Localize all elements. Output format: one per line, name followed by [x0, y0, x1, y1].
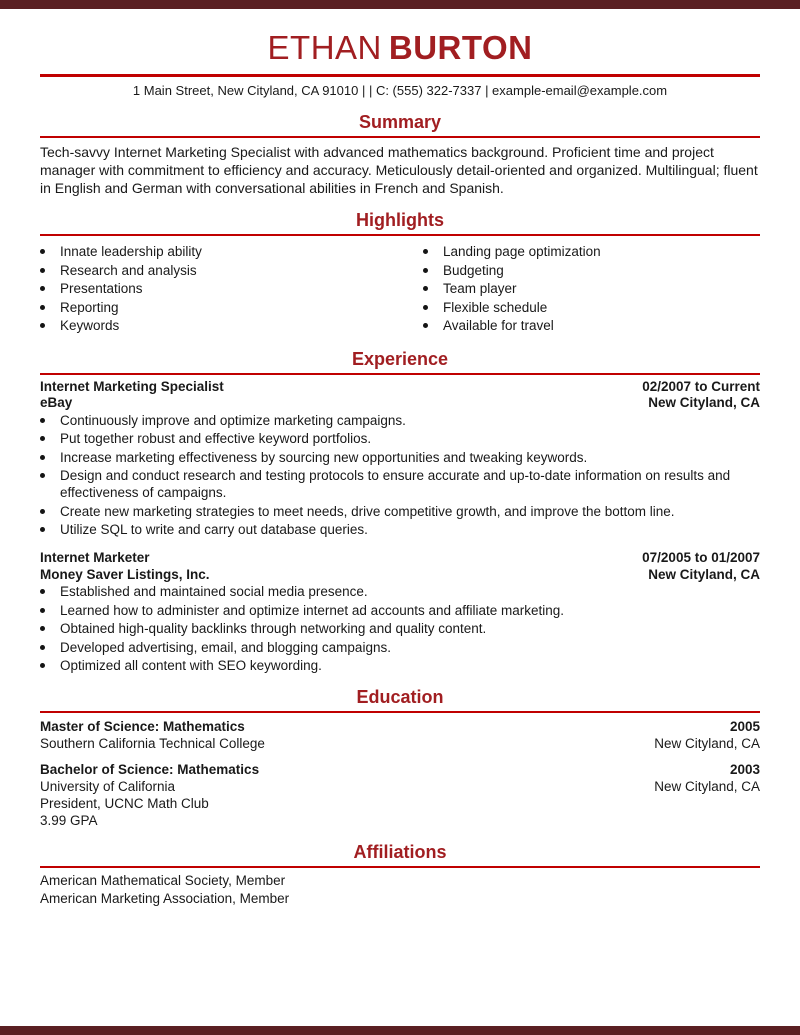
- top-accent-bar: [0, 0, 800, 9]
- highlight-label: Innate leadership ability: [60, 244, 202, 259]
- education-degree-row: [40, 761, 760, 778]
- education-year: 2003: [729, 762, 760, 777]
- job-bullet: [40, 639, 760, 656]
- job-bullet-list: [40, 412, 760, 539]
- highlight-item: [40, 299, 423, 316]
- highlight-item: [40, 243, 423, 260]
- name-title: [40, 30, 760, 66]
- education-school: University of California: [40, 779, 176, 794]
- highlight-item: [423, 299, 760, 316]
- job-bullet: [40, 657, 760, 674]
- bullet-icon: [40, 436, 45, 441]
- bottom-accent-bar: [0, 1026, 800, 1035]
- summary-heading: Summary: [40, 112, 760, 138]
- highlight-label: Landing page optimization: [443, 244, 601, 259]
- contact-line: 1 Main Street, New Cityland, CA 91010 | | C: (555) 322-7337 | example-email@example.com: [132, 83, 668, 98]
- bullet-icon: [40, 527, 45, 532]
- highlight-item: [423, 243, 760, 260]
- job-entry: [40, 550, 760, 674]
- job-bullet-text: Continuously improve and optimize marketing campaigns.: [60, 412, 406, 428]
- bullet-icon: [40, 268, 45, 273]
- job-location: New Cityland, CA: [648, 566, 760, 582]
- bullet-icon: [40, 418, 45, 423]
- education-heading: Education: [40, 687, 760, 713]
- bullet-icon: [40, 323, 45, 328]
- education-extra-line: President, UCNC Math Club: [40, 796, 209, 811]
- highlight-item: [40, 280, 423, 297]
- bullet-icon: [40, 509, 45, 514]
- highlight-item: [423, 262, 760, 279]
- education-list: [40, 718, 760, 829]
- job-bullet: [40, 430, 760, 447]
- affiliation-item: American Mathematical Society, Member: [40, 873, 286, 888]
- bullet-icon: [40, 589, 45, 594]
- job-company: Money Saver Listings, Inc.: [40, 566, 210, 582]
- highlight-label: Budgeting: [443, 262, 504, 278]
- education-school-row: [40, 735, 760, 752]
- highlight-label: Available for travel: [443, 318, 554, 333]
- education-extras: [40, 795, 760, 829]
- highlight-item: [423, 317, 760, 334]
- section-highlights: [40, 210, 760, 336]
- highlights-left-list: [40, 243, 423, 336]
- job-bullet-text: Increase marketing effectiveness by sourcing new opportunities and tweaking keywords.: [60, 449, 588, 465]
- first-name: ETHAN: [267, 29, 382, 66]
- job-company-row: [40, 395, 760, 412]
- job-bullet-text: Learned how to administer and optimize internet ad accounts and affiliate marketing.: [60, 602, 565, 618]
- job-bullet-list: [40, 583, 760, 674]
- education-school: Southern California Technical College: [40, 736, 265, 751]
- education-location: New Cityland, CA: [654, 779, 760, 794]
- job-title: Internet Marketing Specialist: [40, 378, 224, 394]
- section-education: [40, 687, 760, 829]
- bullet-icon: [423, 323, 428, 328]
- highlight-label: Presentations: [60, 281, 143, 296]
- education-year: 2005: [729, 719, 760, 734]
- bullet-icon: [423, 249, 428, 254]
- job-bullet: [40, 412, 760, 429]
- job-list: [40, 379, 760, 675]
- bullet-icon: [40, 645, 45, 650]
- highlight-label: Reporting: [60, 299, 119, 315]
- job-bullet-text: Create new marketing strategies to meet needs, drive competitive growth, and improve the bottom line.: [60, 503, 675, 519]
- highlight-label: Team player: [443, 281, 517, 296]
- job-company-row: [40, 567, 760, 584]
- bullet-icon: [40, 249, 45, 254]
- section-experience: [40, 349, 760, 675]
- education-school-row: [40, 778, 760, 795]
- job-bullet: [40, 449, 760, 466]
- highlights-heading: Highlights: [40, 210, 760, 236]
- job-bullet: [40, 467, 760, 501]
- highlights-columns: [40, 243, 760, 336]
- highlight-label: Keywords: [60, 318, 120, 333]
- resume-body: [40, 112, 760, 908]
- job-bullet-text: Developed advertising, email, and blogging campaigns.: [60, 639, 391, 655]
- section-summary: [40, 112, 760, 197]
- bullet-icon: [40, 663, 45, 668]
- bullet-icon: [423, 268, 428, 273]
- job-title-row: [40, 379, 760, 396]
- bullet-icon: [40, 608, 45, 613]
- bullet-icon: [40, 286, 45, 291]
- job-title: Internet Marketer: [40, 550, 150, 565]
- highlight-item: [40, 317, 423, 334]
- job-bullet: [40, 521, 760, 538]
- bullet-icon: [40, 455, 45, 460]
- education-degree: Bachelor of Science: Mathematics: [40, 762, 260, 777]
- education-extra-line: 3.99 GPA: [40, 813, 98, 828]
- job-location: New Cityland, CA: [648, 395, 760, 410]
- affiliations-heading: Affiliations: [40, 842, 760, 868]
- job-bullet-text: Design and conduct research and testing protocols to ensure accurate and up-to-date information on results and effectiveness of campaigns.: [60, 468, 731, 500]
- job-company: eBay: [40, 395, 73, 410]
- bullet-icon: [423, 286, 428, 291]
- education-degree-row: [40, 718, 760, 735]
- job-bullet-text: Utilize SQL to write and carry out database queries.: [60, 522, 368, 537]
- header-rule: [40, 74, 760, 77]
- last-name: BURTON: [388, 29, 533, 66]
- highlight-label: Flexible schedule: [443, 299, 548, 315]
- job-bullet: [40, 620, 760, 637]
- highlights-right-list: [423, 243, 760, 336]
- resume-header: [0, 30, 800, 99]
- education-entry: [40, 718, 760, 752]
- education-degree: Master of Science: Mathematics: [40, 719, 245, 734]
- bullet-icon: [40, 473, 45, 478]
- job-bullet-text: Put together robust and effective keyword portfolios.: [60, 431, 372, 446]
- bullet-icon: [40, 305, 45, 310]
- bullet-icon: [40, 626, 45, 631]
- affiliation-list: [40, 872, 760, 908]
- bullet-icon: [423, 305, 428, 310]
- job-bullet-text: Optimized all content with SEO keywording.: [60, 658, 322, 673]
- job-bullet-text: Obtained high-quality backlinks through networking and quality content.: [60, 621, 487, 636]
- job-dates: 07/2005 to 01/2007: [642, 550, 760, 565]
- job-bullet-text: Established and maintained social media presence.: [60, 584, 368, 599]
- education-entry: [40, 761, 760, 829]
- job-bullet: [40, 602, 760, 619]
- job-title-row: [40, 550, 760, 567]
- highlight-item: [40, 262, 423, 279]
- job-bullet: [40, 503, 760, 520]
- education-location: New Cityland, CA: [654, 736, 760, 751]
- job-dates: 02/2007 to Current: [642, 378, 760, 394]
- highlight-item: [423, 280, 760, 297]
- section-affiliations: [40, 842, 760, 908]
- affiliation-item: American Marketing Association, Member: [40, 891, 290, 906]
- job-bullet: [40, 583, 760, 600]
- summary-text: Tech-savvy Internet Marketing Specialist with advanced mathematics background. Proficient time and project manager with commitment to efficiency and accuracy. Meticulously detail-oriented and organized. Multilingual; fluent in English and German with conversational abilities in French and Spanish.: [40, 144, 758, 196]
- experience-heading: Experience: [40, 349, 760, 375]
- highlight-label: Research and analysis: [60, 262, 197, 278]
- job-entry: [40, 379, 760, 539]
